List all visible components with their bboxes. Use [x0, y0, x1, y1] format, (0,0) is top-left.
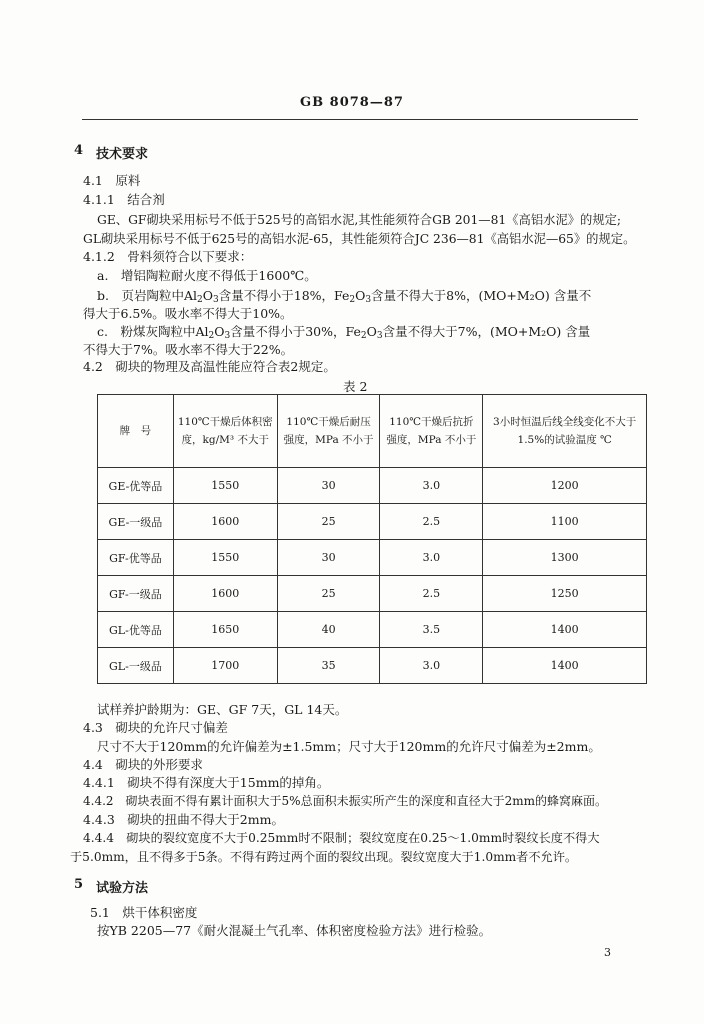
- section-5-number: 5: [74, 877, 84, 892]
- section-4-4-4-line2: 于5.0mm，且不得多于5条。不得有跨过两个面的裂纹出现。裂纹宽度大于1.0mm者不允许。: [70, 850, 578, 864]
- binder-para-2: GL砌块采用标号不低于625号的高铝水泥-65，其性能须符合JC 236—81《高铝水泥—65》的规定。: [83, 232, 636, 246]
- table-cell: 1550: [173, 540, 277, 576]
- column-header-density: 110℃干燥后体积密度，kg/M³ 不大于: [173, 395, 277, 468]
- column-header-flexural: 110℃干燥后抗折强度，MPa 不小于: [380, 395, 483, 468]
- aggregate-item-c-line2: 不得大于7%。吸水率不得大于22%。: [83, 342, 294, 357]
- aggregate-item-c-line1: c. 粉煤灰陶粒中$Al_2O_3$含量不得小于30%，$Fe_2O_3$含量不得大于7%，(MO+M₂O) 含量: [97, 324, 591, 341]
- table-cell: GF-一级品: [98, 576, 174, 612]
- table-header-row: [98, 395, 647, 468]
- table-cell: 30: [277, 468, 380, 504]
- section-4-4-4-line1: 4.4.4 砌块的裂纹宽度不大于0.25mm时不限制；裂纹宽度在0.25～1.0mm时裂纹长度不得大: [83, 831, 600, 845]
- section-4-4-1: 4.4.1 砌块不得有深度大于15mm的掉角。: [83, 775, 330, 790]
- table-cell: GL-优等品: [98, 612, 174, 648]
- section-4-4-3: 4.4.3 砌块的扭曲不得大于2mm。: [83, 812, 284, 827]
- size-tolerance-para: 尺寸不大于120mm的允许偏差为±1.5mm；尺寸大于120mm的允许尺寸偏差为±2mm。: [97, 739, 601, 754]
- table-cell: 25: [277, 576, 380, 612]
- header-rule: [82, 119, 638, 120]
- aggregate-item-b-line1: b. 页岩陶粒中$Al_2O_3$含量不得小于18%，$Fe_2O_3$含量不得大于8%，(MO+M₂O) 含量不: [97, 288, 592, 305]
- table-cell: GL-一级品: [98, 648, 174, 684]
- section-4-1-1: 4.1.1 结合剂: [83, 192, 165, 207]
- table-row: [98, 468, 647, 504]
- table-cell: 3.0: [380, 468, 483, 504]
- table-row: [98, 576, 647, 612]
- standard-number: GB 8078—87: [300, 95, 404, 110]
- page-number: 3: [604, 946, 611, 959]
- column-header-compressive: 110℃干燥后耐压强度，MPa 不小于: [277, 395, 380, 468]
- table-cell: 3.0: [380, 540, 483, 576]
- section-4-1-2: 4.1.2 骨料须符合以下要求：: [83, 249, 253, 264]
- table-caption: 表 2: [343, 379, 368, 394]
- section-5-1: 5.1 烘干体积密度: [90, 905, 198, 920]
- table-cell: GF-优等品: [98, 540, 174, 576]
- table-cell: 1400: [483, 612, 647, 648]
- table-row: [98, 540, 647, 576]
- property-table: [97, 394, 647, 684]
- table-cell: 1200: [483, 468, 647, 504]
- table-cell: 1700: [173, 648, 277, 684]
- table-cell: 1250: [483, 576, 647, 612]
- section-4-1: 4.1 原料: [83, 173, 141, 188]
- curing-note: 试样养护龄期为：GE、GF 7天，GL 14天。: [97, 702, 348, 717]
- aggregate-item-a: a. 增铝陶粒耐火度不得低于1600℃。: [97, 268, 317, 283]
- section-4-number: 4: [74, 143, 84, 158]
- table-cell: 30: [277, 540, 380, 576]
- table-cell: 3.0: [380, 648, 483, 684]
- table-cell: 1100: [483, 504, 647, 540]
- section-4-3: 4.3 砌块的允许尺寸偏差: [83, 720, 228, 735]
- aggregate-item-b-line2: 得大于6.5%。吸水率不得大于10%。: [83, 306, 293, 321]
- section-4-4-2: 4.4.2 砌块表面不得有累计面积大于5%总面积未振实所产生的深度和直径大于2mm的蜂窝麻面。: [83, 794, 607, 808]
- table-cell: 1650: [173, 612, 277, 648]
- table-cell: 1600: [173, 576, 277, 612]
- column-header-test-temp: 3小时恒温后线全线变化不大于1.5%的试验温度 ℃: [483, 395, 647, 468]
- column-header-grade: 牌 号: [98, 395, 174, 468]
- table-cell: 1600: [173, 504, 277, 540]
- table-cell: GE-优等品: [98, 468, 174, 504]
- table-cell: 2.5: [380, 504, 483, 540]
- binder-para-1: GE、GF砌块采用标号不低于525号的高铝水泥,其性能须符合GB 201—81《高铝水泥》的规定;: [97, 213, 622, 227]
- table-cell: 1400: [483, 648, 647, 684]
- table-row: [98, 648, 647, 684]
- table-cell: 2.5: [380, 576, 483, 612]
- section-4-4: 4.4 砌块的外形要求: [83, 757, 203, 772]
- table-cell: 35: [277, 648, 380, 684]
- section-4-title: 技术要求: [96, 147, 149, 162]
- table-cell: 25: [277, 504, 380, 540]
- table-row: [98, 612, 647, 648]
- table-cell: 3.5: [380, 612, 483, 648]
- table-cell: 40: [277, 612, 380, 648]
- table-cell: GE-一级品: [98, 504, 174, 540]
- table-cell: 1300: [483, 540, 647, 576]
- section-5-title: 试验方法: [96, 881, 149, 896]
- section-4-2: 4.2 砌块的物理及高温性能应符合表2规定。: [83, 359, 336, 374]
- dry-density-method: 按YB 2205—77《耐火混凝土气孔率、体积密度检验方法》进行检验。: [97, 923, 492, 938]
- table-row: [98, 504, 647, 540]
- table-cell: 1550: [173, 468, 277, 504]
